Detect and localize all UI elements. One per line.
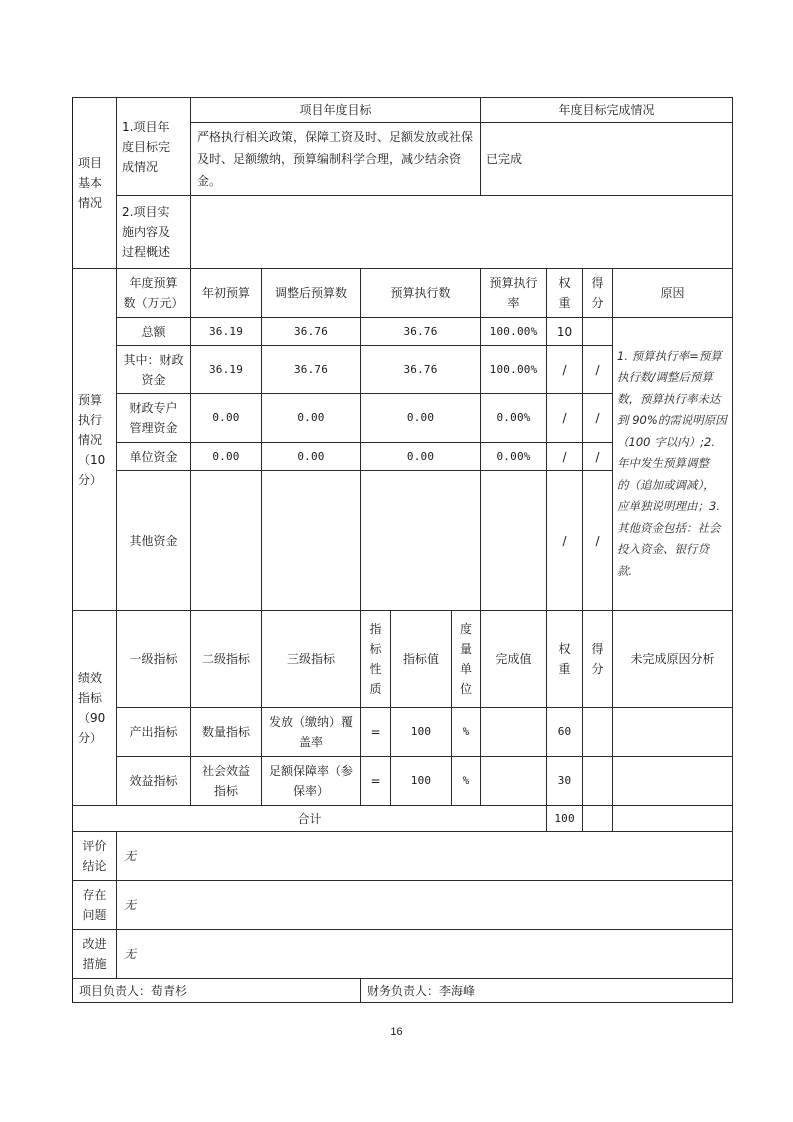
performance-row: [73, 757, 733, 806]
total-score: [583, 806, 613, 832]
performance-section-label: 绩效 指标 （90 分）: [73, 611, 117, 806]
budget-adjusted: 0.00: [262, 443, 361, 471]
perf-actual: [481, 757, 547, 806]
perf-nature: =: [361, 757, 391, 806]
perf-weight: 60: [547, 708, 583, 757]
perf-level1: 产出指标: [117, 708, 191, 757]
performance-row: [73, 708, 733, 757]
budget-row: [73, 318, 733, 346]
budget-executed: [361, 471, 481, 611]
perf-level2: 数量指标: [191, 708, 262, 757]
annual-goal-text: 严格执行相关政策，保障工资及时、足额发放或社保 及时、足额缴纳，预算编制科学合理，减少结余资金。: [191, 123, 481, 196]
implementation-content: [191, 196, 733, 269]
perf-level3: 足额保障率（参 保率）: [262, 757, 361, 806]
evaluation-row: [73, 832, 733, 881]
perf-header-nature: 指 标 性 质: [361, 611, 391, 708]
budget-weight: /: [547, 443, 583, 471]
perf-header-actual: 完成值: [481, 611, 547, 708]
budget-score: /: [583, 394, 613, 443]
budget-header-category: 年度预算 数（万元）: [117, 269, 191, 318]
budget-score: [583, 318, 613, 346]
evaluation-value: 无: [117, 881, 733, 930]
budget-initial: 36.19: [191, 318, 262, 346]
perf-unit: %: [452, 708, 481, 757]
total-analysis: [613, 806, 733, 832]
budget-rate: 100.00%: [481, 346, 547, 394]
perf-analysis: [613, 757, 733, 806]
budget-header-adjusted: 调整后预算数: [262, 269, 361, 318]
budget-section-label: 预算 执行 情况 （10 分）: [73, 269, 117, 611]
budget-executed: 36.76: [361, 346, 481, 394]
perf-header-value: 指标值: [391, 611, 452, 708]
budget-adjusted: 0.00: [262, 394, 361, 443]
evaluation-row: [73, 930, 733, 979]
implementation-row: [73, 196, 733, 269]
perf-weight: 30: [547, 757, 583, 806]
perf-level1: 效益指标: [117, 757, 191, 806]
signature-row: [73, 979, 733, 1003]
budget-header-reason: 原因: [613, 269, 733, 318]
project-lead: 项目负责人：荀青杉: [73, 979, 361, 1003]
evaluation-label: 存在 问题: [73, 881, 117, 930]
budget-adjusted: 36.76: [262, 318, 361, 346]
budget-adjusted: [262, 471, 361, 611]
budget-header-executed: 预算执行数: [361, 269, 481, 318]
budget-score: /: [583, 443, 613, 471]
performance-self-evaluation-table: [72, 97, 733, 1003]
budget-initial: [191, 471, 262, 611]
budget-score: /: [583, 471, 613, 611]
budget-weight: 10: [547, 318, 583, 346]
total-label: 合计: [73, 806, 547, 832]
perf-unit: %: [452, 757, 481, 806]
perf-actual: [481, 708, 547, 757]
budget-category: 单位资金: [117, 443, 191, 471]
budget-executed: 0.00: [361, 394, 481, 443]
budget-score: /: [583, 346, 613, 394]
finance-lead: 财务负责人：李海峰: [361, 979, 733, 1003]
perf-header-score: 得 分: [583, 611, 613, 708]
perf-header-analysis: 未完成原因分析: [613, 611, 733, 708]
budget-weight: /: [547, 394, 583, 443]
perf-analysis: [613, 708, 733, 757]
page-number: 16: [390, 1026, 403, 1038]
perf-header-level2: 二级指标: [191, 611, 262, 708]
budget-category: 财政专户 管理资金: [117, 394, 191, 443]
perf-header-level3: 三级指标: [262, 611, 361, 708]
perf-value: 100: [391, 757, 452, 806]
perf-value: 100: [391, 708, 452, 757]
budget-executed: 0.00: [361, 443, 481, 471]
perf-score: [583, 757, 613, 806]
perf-level3: 发放（缴纳）覆 盖率: [262, 708, 361, 757]
budget-category: 总额: [117, 318, 191, 346]
implementation-label: 2.项目实 施内容及 过程概述: [117, 196, 191, 269]
annual-goal-header: 项目年度目标: [191, 98, 481, 123]
perf-header-weight: 权 重: [547, 611, 583, 708]
budget-weight: /: [547, 471, 583, 611]
goal-completion-label: 1.项目年 度目标完 成情况: [117, 98, 191, 196]
budget-rate: 100.00%: [481, 318, 547, 346]
evaluation-value: 无: [117, 930, 733, 979]
budget-initial: 0.00: [191, 443, 262, 471]
goal-completion-text: 已完成: [481, 123, 733, 196]
budget-category: 其中：财政 资金: [117, 346, 191, 394]
performance-header-row: [73, 611, 733, 708]
evaluation-label: 改进 措施: [73, 930, 117, 979]
budget-adjusted: 36.76: [262, 346, 361, 394]
budget-header-weight: 权 重: [547, 269, 583, 318]
budget-header-row: [73, 269, 733, 318]
budget-initial: 36.19: [191, 346, 262, 394]
budget-header-score: 得 分: [583, 269, 613, 318]
budget-rate: [481, 471, 547, 611]
budget-initial: 0.00: [191, 394, 262, 443]
budget-header-rate: 预算执行 率: [481, 269, 547, 318]
perf-nature: =: [361, 708, 391, 757]
perf-level2: 社会效益 指标: [191, 757, 262, 806]
perf-score: [583, 708, 613, 757]
budget-executed: 36.76: [361, 318, 481, 346]
goal-completion-header: 年度目标完成情况: [481, 98, 733, 123]
budget-weight: /: [547, 346, 583, 394]
evaluation-label: 评价 结论: [73, 832, 117, 881]
budget-rate: 0.00%: [481, 394, 547, 443]
budget-header-initial: 年初预算: [191, 269, 262, 318]
evaluation-value: 无: [117, 832, 733, 881]
evaluation-row: [73, 881, 733, 930]
performance-total-row: [73, 806, 733, 832]
total-weight: 100: [547, 806, 583, 832]
perf-header-unit: 度 量 单 位: [452, 611, 481, 708]
budget-reason-note: 1. 预算执行率=预算 执行数/调整后预算 数，预算执行率未达 到 90%的需说明原因 （100 字以内）;2. 年中发生预算调整 的（追加或调减）， 应单独说明理由；3. 其他资金包括：社会 投入资金、银行贷 款.: [613, 318, 733, 611]
basic-info-section-label: 项目 基本 情况: [73, 98, 117, 269]
budget-rate: 0.00%: [481, 443, 547, 471]
basic-info-header-row: [73, 98, 733, 123]
perf-header-level1: 一级指标: [117, 611, 191, 708]
budget-category: 其他资金: [117, 471, 191, 611]
